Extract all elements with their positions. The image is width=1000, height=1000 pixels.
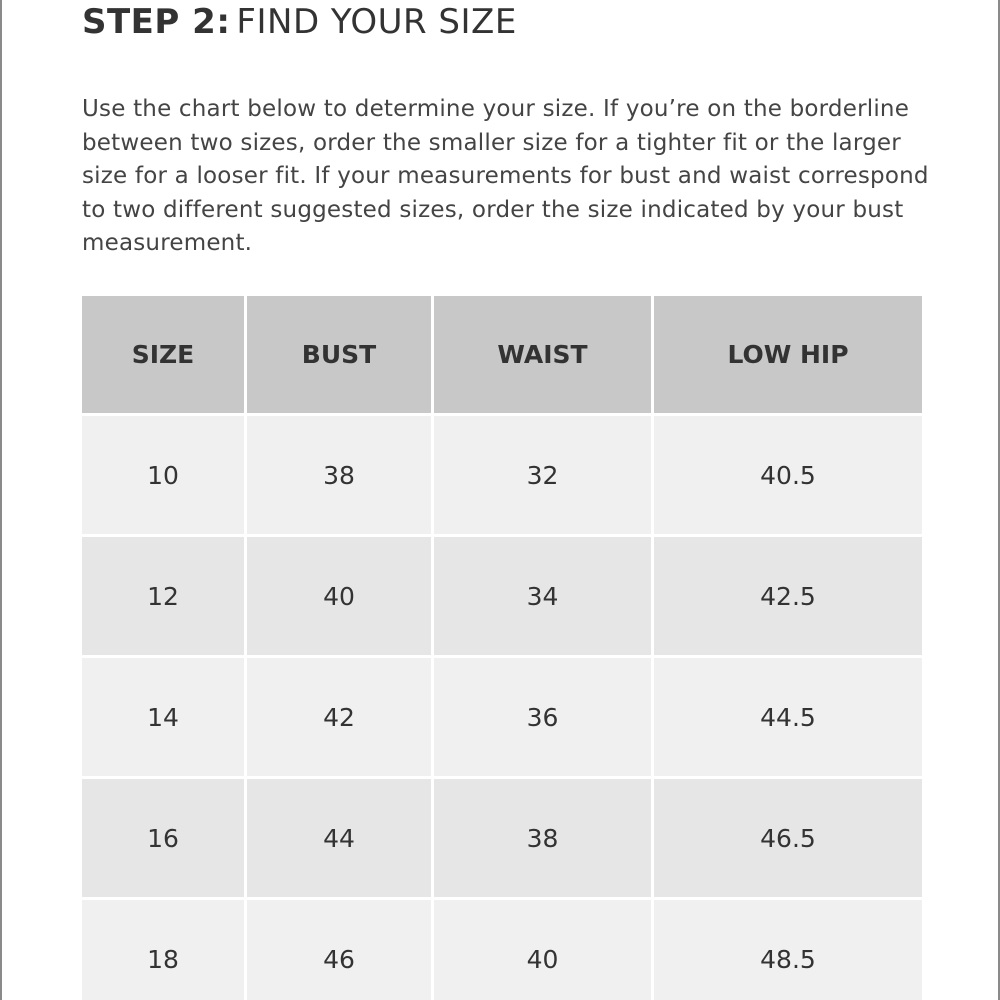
cell-size: 16 [82,779,244,897]
cell-size: 18 [82,900,244,1000]
table-row [82,537,922,655]
step-title: FIND YOUR SIZE [236,2,517,42]
header-low-hip: LOW HIP [654,296,922,413]
header-size: SIZE [82,296,244,413]
step-label: STEP 2: [82,2,231,42]
cell-waist: 40 [434,900,651,1000]
cell-low-hip: 46.5 [654,779,922,897]
cell-low-hip: 48.5 [654,900,922,1000]
table-row [82,658,922,776]
cell-waist: 38 [434,779,651,897]
cell-low-hip: 40.5 [654,416,922,534]
instructions-paragraph: Use the chart below to determine your size. If you’re on the borderline between two sizes, order the smaller size for a tighter fit or the larger size for a looser fit. If your measurements for bust and waist correspond to two different suggested sizes, order the size indicated by your bust measurement. [82,96,929,256]
cell-waist: 34 [434,537,651,655]
cell-waist: 32 [434,416,651,534]
cell-bust: 46 [247,900,431,1000]
cell-bust: 44 [247,779,431,897]
page-title [82,2,517,42]
cell-size: 10 [82,416,244,534]
cell-size: 12 [82,537,244,655]
table-header-row [82,296,922,413]
cell-size: 14 [82,658,244,776]
cell-bust: 40 [247,537,431,655]
header-waist: WAIST [434,296,651,413]
cell-bust: 42 [247,658,431,776]
cell-low-hip: 44.5 [654,658,922,776]
cell-bust: 38 [247,416,431,534]
table-row [82,779,922,897]
cell-low-hip: 42.5 [654,537,922,655]
table-row [82,900,922,1000]
table-row [82,416,922,534]
cell-waist: 36 [434,658,651,776]
header-bust: BUST [247,296,431,413]
size-chart-table [79,293,925,1000]
